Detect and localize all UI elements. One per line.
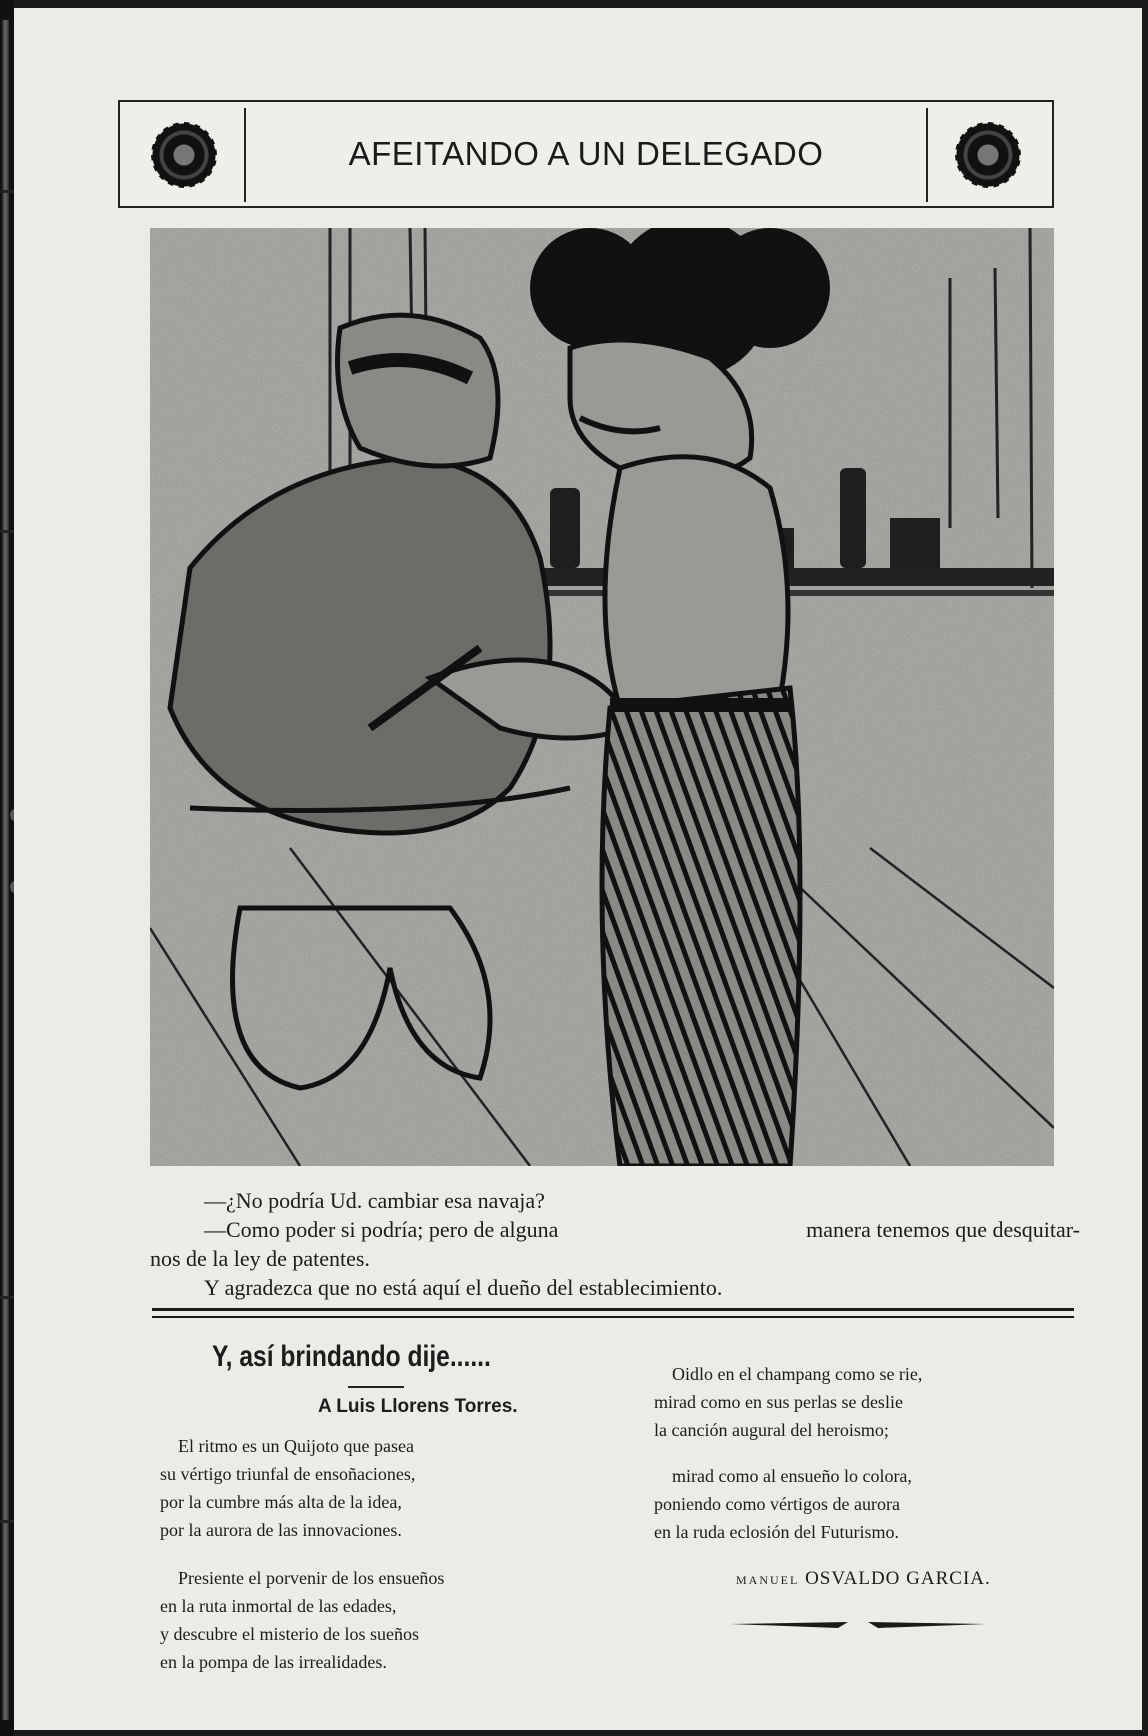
poem-stanza [160, 1564, 600, 1676]
title-dash [348, 1386, 404, 1388]
caption-line [150, 1215, 1080, 1244]
poem-right-column [654, 1360, 1054, 1590]
verse-line: la canción augural del heroismo; [654, 1420, 889, 1440]
banner-left-emblem [124, 108, 246, 202]
cartoon-illustration [150, 228, 1054, 1166]
caption-line-part: —Como poder si podría; pero de alguna [204, 1217, 559, 1242]
verse-line: Oidlo en el champang como se rie, [672, 1364, 923, 1384]
caption-line: —¿No podría Ud. cambiar esa navaja? [204, 1188, 545, 1213]
verse-line: El ritmo es un Quijoto que pasea [178, 1436, 414, 1456]
caption-line: Y agradezca que no está aquí el dueño del establecimiento. [204, 1275, 723, 1300]
verse-line: y descubre el misterio de los sueños [160, 1624, 419, 1644]
verse-line: por la cumbre más alta de la idea, [160, 1492, 402, 1512]
poem-stanza [654, 1462, 1054, 1546]
verse-line: en la pompa de las irrealidades. [160, 1652, 387, 1672]
section-divider [152, 1316, 1074, 1318]
cartoon-caption [150, 1186, 1080, 1302]
verse-line: mirad como al ensueño lo colora, [672, 1466, 912, 1486]
verse-line: en la ruta inmortal de las edades, [160, 1596, 397, 1616]
verse-line: Presiente el porvenir de los ensueños [178, 1568, 445, 1588]
poem-stanza [654, 1360, 1054, 1444]
poem-dedication: A Luis Llorens Torres. [318, 1396, 518, 1417]
poem-left-column [160, 1340, 600, 1676]
page-title: AFEITANDO A UN DELEGADO [348, 135, 824, 172]
rosette-icon [955, 122, 1021, 188]
poem-stanza [160, 1432, 600, 1544]
caption-line-part: manera tenemos que desquitar- [806, 1217, 1080, 1242]
verse-line: por la aurora de las innovaciones. [160, 1520, 402, 1540]
verse-line: poniendo como vértigos de aurora [654, 1494, 900, 1514]
book-binding [0, 0, 14, 1736]
section-divider [152, 1308, 1074, 1311]
poem-signature [736, 1568, 1054, 1590]
title-banner [118, 100, 1054, 208]
verse-line: mirad como en sus perlas se deslie [654, 1392, 903, 1412]
verse-line: en la ruda eclosión del Futurismo. [654, 1522, 899, 1542]
author-surname: OSVALDO GARCIA. [805, 1568, 991, 1589]
rosette-icon [151, 122, 217, 188]
closing-ornament [730, 1618, 986, 1630]
author-first-name: MANUEL [736, 1573, 800, 1587]
caption-line: nos de la ley de patentes. [150, 1246, 370, 1271]
poem-title: Y, así brindando dije...... [212, 1340, 491, 1373]
banner-right-emblem [926, 108, 1048, 202]
binding-thread [2, 20, 9, 1720]
verse-line: su vértigo triunfal de ensoñaciones, [160, 1464, 416, 1484]
